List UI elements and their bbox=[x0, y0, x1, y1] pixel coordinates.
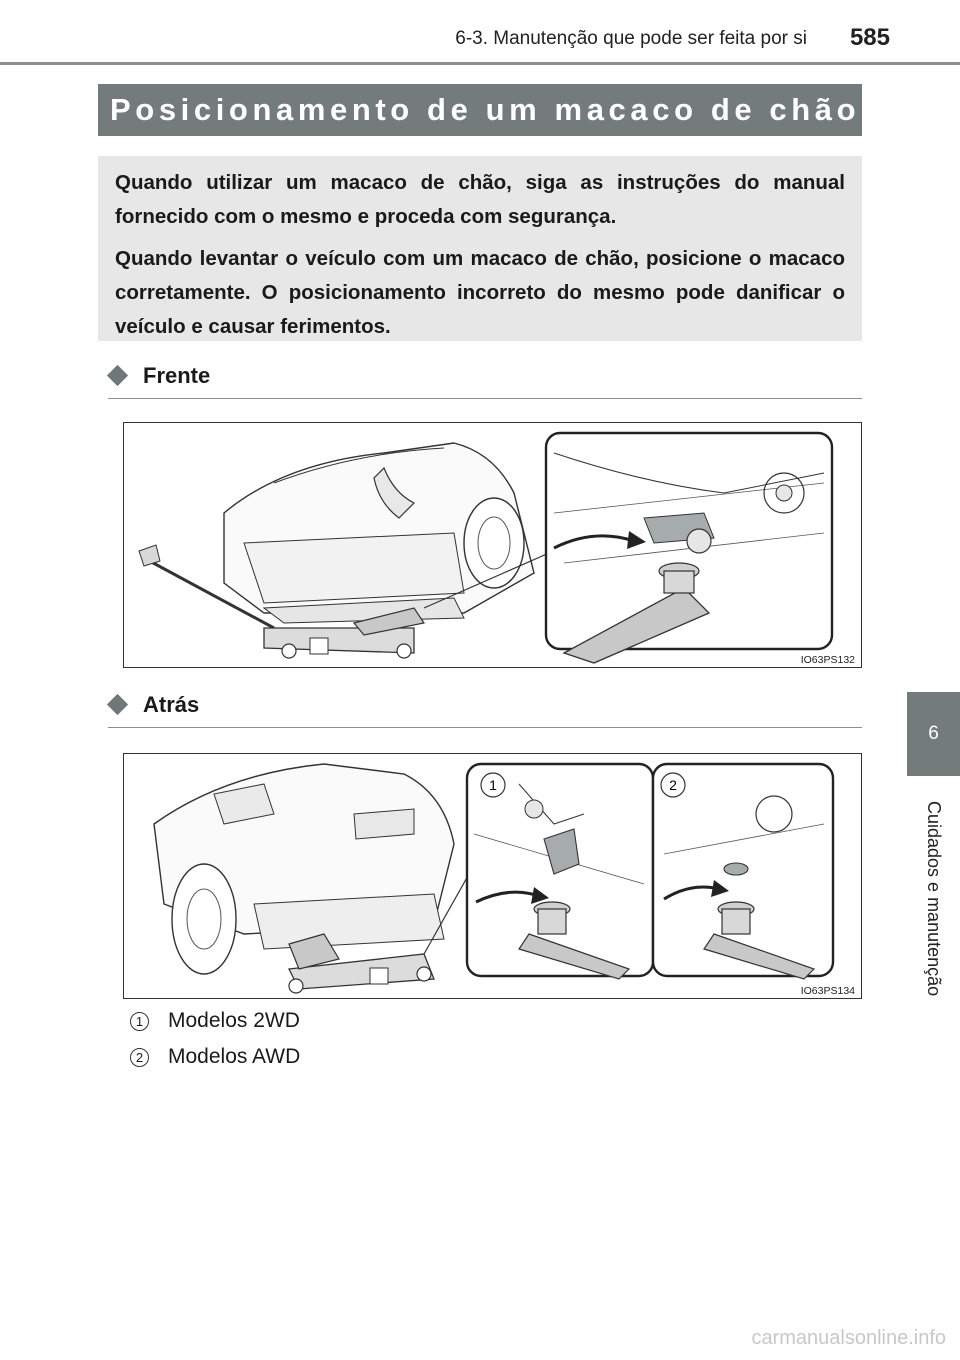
figure-code-front: IO63PS132 bbox=[800, 654, 855, 666]
header-divider bbox=[0, 62, 960, 65]
inset1-bolt bbox=[525, 800, 543, 818]
figure-rear-jack bbox=[123, 753, 862, 999]
jack-valve bbox=[310, 638, 328, 654]
intro-box bbox=[98, 156, 862, 341]
legend-text-awd: Modelos AWD bbox=[168, 1045, 301, 1068]
tail-light bbox=[354, 809, 414, 839]
diamond-bullet-icon bbox=[107, 694, 128, 715]
inset-jack-post bbox=[664, 571, 694, 593]
diamond-bullet-icon bbox=[107, 365, 128, 386]
page-title-bar bbox=[98, 84, 862, 136]
page-number: 585 bbox=[849, 24, 890, 51]
callout-1-number: 1 bbox=[489, 777, 497, 793]
chapter-title-text: Cuidados e manutenção bbox=[924, 801, 944, 997]
jack-valve bbox=[370, 968, 388, 984]
intro-paragraph-2: Quando levantar o veículo com um macaco de chão, posicione o macaco corretamente. O posicionamento incorreto do mesmo pode danificar o veículo e causar ferimentos. bbox=[115, 247, 845, 338]
front-jack-illustration bbox=[124, 423, 861, 667]
jack-wheel-rear bbox=[282, 644, 296, 658]
inset2-jack-post bbox=[722, 909, 750, 934]
intro-paragraph-1: Quando utilizar um macaco de chão, siga as instruções do manual fornecido com o mesmo e proceda com segurança. bbox=[115, 171, 845, 228]
jack-point-highlight-awd bbox=[724, 863, 748, 875]
subheading-front-label: Frente bbox=[143, 363, 211, 388]
front-bumper bbox=[244, 533, 464, 603]
jack-wheel-front bbox=[397, 644, 411, 658]
rear-jack-illustration bbox=[124, 754, 861, 998]
page-title: Posicionamento de um macaco de chão bbox=[110, 92, 861, 127]
subheading-front bbox=[108, 362, 862, 399]
legend-text-2wd: Modelos 2WD bbox=[168, 1009, 300, 1032]
jack-wheel-rear bbox=[417, 967, 431, 981]
legend-number-1: 1 bbox=[130, 1012, 149, 1031]
watermark: carmanualsonline.info bbox=[751, 1327, 946, 1349]
chapter-tab[interactable]: 6 bbox=[907, 692, 960, 776]
jack-handle-grip bbox=[139, 545, 160, 566]
subheading-rear-label: Atrás bbox=[143, 692, 200, 717]
inset-nut bbox=[687, 529, 711, 553]
jack-wheel-front bbox=[289, 979, 303, 993]
inset1-jack-post bbox=[538, 909, 566, 934]
legend-number-2: 2 bbox=[130, 1048, 149, 1067]
front-wheel bbox=[464, 498, 524, 588]
rear-underbody bbox=[254, 894, 444, 949]
chapter-title-vertical bbox=[907, 784, 960, 1014]
figure-front-jack bbox=[123, 422, 862, 668]
running-header: 6-3. Manutenção que pode ser feita por si bbox=[455, 28, 807, 49]
rear-wheel bbox=[172, 864, 236, 974]
subheading-rear bbox=[108, 691, 862, 728]
callout-2-number: 2 bbox=[669, 777, 677, 793]
inset-bolt bbox=[776, 485, 792, 501]
figure-code-rear: IO63PS134 bbox=[800, 985, 855, 997]
